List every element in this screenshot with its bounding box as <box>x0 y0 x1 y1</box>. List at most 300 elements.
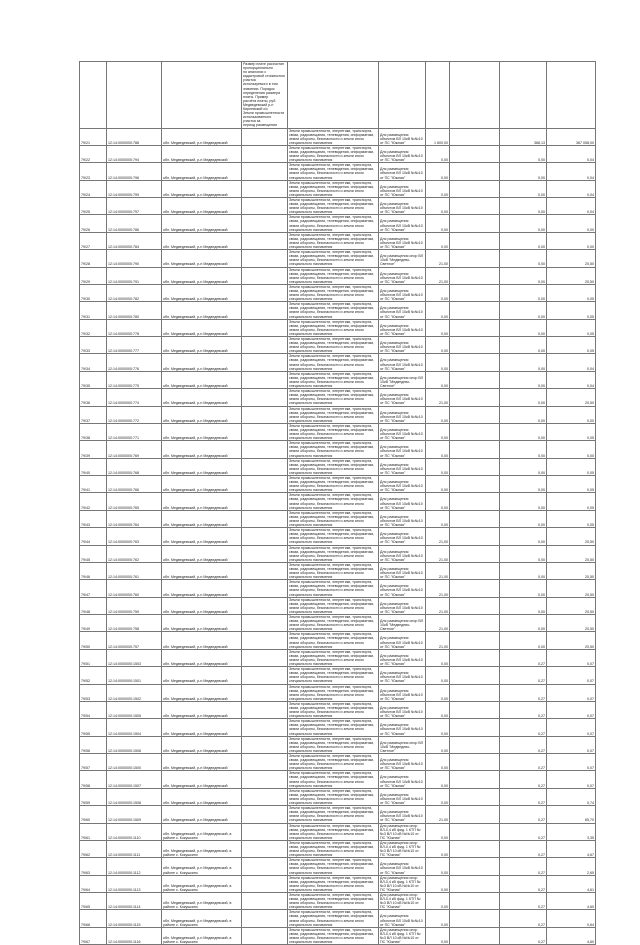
area-cell: 0,00 <box>426 701 450 718</box>
blank-cell <box>450 528 500 545</box>
cad-value-cell: 0,27 <box>500 771 547 788</box>
table-row <box>80 771 596 788</box>
category-cell: Земли промышленности, энергетики, транспорта, связи, радиовещания, телевидения, информатики, земли обороны, безопасности и земли иного специального назначения <box>288 771 379 788</box>
cad-value-cell: 0,00 <box>500 337 547 354</box>
rent-cell: 4,60 <box>547 893 596 910</box>
category-cell: Земли промышленности, энергетики, транспорта, связи, радиовещания, телевидения, информатики, земли обороны, безопасности и земли иного специального назначения <box>288 580 379 597</box>
cad-value-cell: 0,00 <box>500 163 547 180</box>
blank-cell <box>242 788 288 805</box>
cadastral-number: 12:14:0000000:766 <box>107 476 162 493</box>
table-row <box>80 615 596 632</box>
cad-value-cell: 0,27 <box>500 684 547 701</box>
table-row <box>80 701 596 718</box>
blank-cell <box>450 354 500 371</box>
blank-cell <box>450 893 500 910</box>
cadastral-number: 12:14:0000000:1506 <box>107 736 162 753</box>
category-cell: Земли промышленности, энергетики, транспорта, связи, радиовещания, телевидения, информатики, земли обороны, безопасности и земли иного специального назначения <box>288 284 379 301</box>
cadastral-number: 12:14:0000000:1502 <box>107 684 162 701</box>
row-number: 79/21 <box>80 128 107 145</box>
table-row <box>80 476 596 493</box>
cadastral-number: 12:14:0000000:1508 <box>107 788 162 805</box>
district-cell: обл. Медведевский, р-н Медведевский <box>162 562 242 579</box>
blank-cell <box>450 545 500 562</box>
cad-value-cell: 0,00 <box>500 180 547 197</box>
table-row <box>80 319 596 336</box>
row-number: 79/42 <box>80 493 107 510</box>
purpose-cell: Для размещения опор ВЛ 10кВ "Медведево-Светлое" <box>379 371 426 388</box>
cadastral-number: 12:14:0000000:762 <box>107 545 162 562</box>
rent-cell: 0,04 <box>547 145 596 162</box>
purpose-cell: Для размещения объектов ВЛ 10кВ №№10 от ПС "Южная" <box>379 701 426 718</box>
blank-cell <box>242 771 288 788</box>
area-cell: 0,00 <box>426 649 450 666</box>
rent-cell: 0,04 <box>547 354 596 371</box>
area-cell: 0,00 <box>426 927 450 944</box>
purpose-cell: Для размещения опор ВЛ-0,4 кВ фид. 1 КТП №№3 ВЛ 10 кВ №№10 от ПС "Южная" <box>379 875 426 892</box>
table-row <box>80 632 596 649</box>
district-cell: обл. Медведевский, р-н Медведевский <box>162 180 242 197</box>
rent-cell: 20,50 <box>547 580 596 597</box>
area-cell: 0,00 <box>426 858 450 875</box>
blank-cell <box>242 250 288 267</box>
cadastral-number: 12:14:0000000:797 <box>107 198 162 215</box>
cadastral-number: 12:14:0000000:769 <box>107 441 162 458</box>
area-cell: 0,00 <box>426 684 450 701</box>
area-cell: 21,00 <box>426 597 450 614</box>
blank-cell <box>242 545 288 562</box>
district-cell: обл. Медведевский, р-н Медведевский <box>162 701 242 718</box>
blank-cell <box>450 719 500 736</box>
district-cell: обл. Медведевский, р-н Медведевский <box>162 684 242 701</box>
table-row <box>80 145 596 162</box>
blank-cell <box>450 423 500 440</box>
purpose-cell: Для размещения опор ВЛ-0,4 кВ фид. 1 КТП №№3 ВЛ 10 кВ №№10 от ПС "Южная" <box>379 840 426 857</box>
cad-value-cell: 0,00 <box>500 562 547 579</box>
cad-value-cell: 0,00 <box>500 458 547 475</box>
rent-cell: 20,50 <box>547 528 596 545</box>
cadastral-number: 12:14:0000000:1503 <box>107 649 162 666</box>
rent-cell: 3,35 <box>547 823 596 840</box>
cad-value-cell: 368,13 <box>500 128 547 145</box>
cad-value-cell: 0,00 <box>500 493 547 510</box>
category-cell: Земли промышленности, энергетики, транспорта, связи, радиовещания, телевидения, информатики, земли обороны, безопасности и земли иного специального назначения <box>288 458 379 475</box>
rent-cell: 0,74 <box>547 788 596 805</box>
row-number: 79/62 <box>80 840 107 857</box>
blank-cell <box>450 441 500 458</box>
table-row <box>80 806 596 823</box>
district-cell: обл. Медведевский, р-н Медведевский, в районе с. Кокушкино <box>162 840 242 857</box>
district-cell: обл. Медведевский, р-н Медведевский <box>162 788 242 805</box>
blank-cell <box>450 667 500 684</box>
table-row <box>80 423 596 440</box>
table-row <box>80 927 596 944</box>
district-cell: обл. Медведевский, р-н Медведевский <box>162 667 242 684</box>
area-cell: 0,00 <box>426 180 450 197</box>
blank-cell <box>242 389 288 406</box>
cad-value-cell: 0,27 <box>500 910 547 927</box>
cad-value-cell: 0,00 <box>500 319 547 336</box>
category-cell: Земли промышленности, энергетики, транспорта, связи, радиовещания, телевидения, информатики, земли обороны, безопасности и земли иного специального назначения <box>288 406 379 423</box>
purpose-cell: Для размещения объектов ВЛ 10кВ №№10 от ПС "Южная" <box>379 493 426 510</box>
blank-cell <box>242 597 288 614</box>
cadastral-number: 12:14:0000000:1501 <box>107 667 162 684</box>
row-number: 79/57 <box>80 754 107 771</box>
blank-cell <box>450 232 500 249</box>
blank-cell <box>242 840 288 857</box>
row-number: 79/46 <box>80 562 107 579</box>
area-cell: 0,00 <box>426 145 450 162</box>
blank-cell <box>450 319 500 336</box>
row-number: 79/27 <box>80 232 107 249</box>
table-row <box>80 406 596 423</box>
purpose-cell: Для размещения объектов ВЛ 10кВ №№10 от ПС "Южная" <box>379 441 426 458</box>
area-cell: 0,00 <box>426 667 450 684</box>
cad-value-cell: 0,27 <box>500 823 547 840</box>
purpose-cell: Для размещения объектов ВЛ 10кВ №№10 от ПС "Южная" <box>379 423 426 440</box>
purpose-cell: Для размещения объектов ВЛ 10кВ №№10 от ПС "Южная" <box>379 267 426 284</box>
table-row <box>80 788 596 805</box>
cad-value-cell: 0,27 <box>500 719 547 736</box>
cad-value-cell: 0,27 <box>500 788 547 805</box>
table-row <box>80 562 596 579</box>
table-row <box>80 823 596 840</box>
purpose-cell: Для размещения объектов ВЛ 10кВ №№10 от ПС "Южная" <box>379 458 426 475</box>
blank-cell <box>242 754 288 771</box>
row-number: 79/63 <box>80 858 107 875</box>
category-cell: Земли промышленности, энергетики, транспорта, связи, радиовещания, телевидения, информатики, земли обороны, безопасности и земли иного специального назначения <box>288 562 379 579</box>
cad-value-cell: 0,00 <box>500 510 547 527</box>
district-cell: обл. Медведевский, р-н Медведевский, в районе с. Кокушкино <box>162 893 242 910</box>
header-row <box>80 62 596 129</box>
blank-cell <box>450 337 500 354</box>
blank-cell <box>242 736 288 753</box>
blank-cell <box>450 215 500 232</box>
category-cell: Земли промышленности, энергетики, транспорта, связи, радиовещания, телевидения, информатики, земли обороны, безопасности и земли иного специального назначения <box>288 371 379 388</box>
district-cell: обл. Медведевский, р-н Медведевский <box>162 250 242 267</box>
category-cell: Земли промышленности, энергетики, транспорта, связи, радиовещания, телевидения, информатики, земли обороны, безопасности и земли иного специального назначения <box>288 893 379 910</box>
row-number: 79/37 <box>80 406 107 423</box>
rent-cell: 0,05 <box>547 319 596 336</box>
blank-cell <box>242 284 288 301</box>
cad-value-cell: 0,27 <box>500 736 547 753</box>
blank-cell <box>242 719 288 736</box>
category-cell: Земли промышленности, энергетики, транспорта, связи, радиовещания, телевидения, информатики, земли обороны, безопасности и земли иного специального назначения <box>288 476 379 493</box>
category-cell: Земли промышленности, энергетики, транспорта, связи, радиовещания, телевидения, информатики, земли обороны, безопасности и земли иного специального назначения <box>288 667 379 684</box>
cadastral-number: 12:14:0000000:788 <box>107 128 162 145</box>
table-row <box>80 232 596 249</box>
district-cell: обл. Медведевский, р-н Медведевский <box>162 389 242 406</box>
blank-cell <box>242 649 288 666</box>
area-cell: 21,00 <box>426 632 450 649</box>
blank-cell <box>242 215 288 232</box>
rent-cell: 0,07 <box>547 667 596 684</box>
purpose-cell: Для размещения объектов ВЛ 10кВ №№10 от ПС "Южная" <box>379 215 426 232</box>
rent-cell: 0,00 <box>547 232 596 249</box>
category-cell: Земли промышленности, энергетики, транспорта, связи, радиовещания, телевидения, информатики, земли обороны, безопасности и земли иного специального назначения <box>288 510 379 527</box>
category-cell: Земли промышленности, энергетики, транспорта, связи, радиовещания, телевидения, информатики, земли обороны, безопасности и земли иного специального назначения <box>288 858 379 875</box>
district-cell: обл. Медведевский, р-н Медведевский <box>162 232 242 249</box>
table-row <box>80 580 596 597</box>
district-cell: обл. Медведевский, р-н Медведевский <box>162 649 242 666</box>
category-cell: Земли промышленности, энергетики, транспорта, связи, радиовещания, телевидения, информатики, земли обороны, безопасности и земли иного специального назначения <box>288 875 379 892</box>
blank-cell <box>242 145 288 162</box>
blank-cell <box>450 493 500 510</box>
row-number: 79/30 <box>80 284 107 301</box>
category-cell: Земли промышленности, энергетики, транспорта, связи, радиовещания, телевидения, информатики, земли обороны, безопасности и земли иного специального назначения <box>288 597 379 614</box>
table-row <box>80 458 596 475</box>
table-row <box>80 649 596 666</box>
rent-cell: 0,00 <box>547 406 596 423</box>
table-row <box>80 597 596 614</box>
cad-value-cell: 0,00 <box>500 371 547 388</box>
table-body <box>80 62 596 945</box>
blank-cell <box>450 910 500 927</box>
cadastral-number: 12:14:0000000:1505 <box>107 701 162 718</box>
row-number: 79/61 <box>80 823 107 840</box>
blank-cell <box>242 128 288 145</box>
row-number: 79/26 <box>80 215 107 232</box>
blank-cell <box>450 927 500 944</box>
cad-value-cell: 0,00 <box>500 406 547 423</box>
table-row <box>80 163 596 180</box>
cadastral-number: 12:14:0000000:768 <box>107 458 162 475</box>
blank-cell <box>450 823 500 840</box>
cadastral-number: 12:14:0000000:763 <box>107 528 162 545</box>
district-cell: обл. Медведевский, р-н Медведевский <box>162 806 242 823</box>
rent-cell: 0,05 <box>547 510 596 527</box>
district-cell: обл. Медведевский, р-н Медведевский <box>162 493 242 510</box>
district-cell: обл. Медведевский, р-н Медведевский <box>162 458 242 475</box>
blank-cell <box>242 180 288 197</box>
row-number: 79/35 <box>80 371 107 388</box>
category-cell: Земли промышленности, энергетики, транспорта, связи, радиовещания, телевидения, информатики, земли обороны, безопасности и земли иного специального назначения <box>288 198 379 215</box>
district-cell: обл. Медведевский, р-н Медведевский <box>162 215 242 232</box>
table-row <box>80 180 596 197</box>
cad-value-cell: 0,00 <box>500 389 547 406</box>
category-cell: Земли промышленности, энергетики, транспорта, связи, радиовещания, телевидения, информатики, земли обороны, безопасности и земли иного специального назначения <box>288 927 379 944</box>
blank-cell <box>450 180 500 197</box>
header-cell-blank <box>547 62 596 129</box>
table-row <box>80 284 596 301</box>
table-row <box>80 510 596 527</box>
category-cell: Земли промышленности, энергетики, транспорта, связи, радиовещания, телевидения, информатики, земли обороны, безопасности и земли иного специального назначения <box>288 788 379 805</box>
row-number: 79/52 <box>80 667 107 684</box>
table-row <box>80 371 596 388</box>
row-number: 79/49 <box>80 615 107 632</box>
header-note: Размер плате рассчитан пропорционально по аналогии с кадастровой стоимостью участка используемого в том значении. Порядок определения размера платы. Пример расчёта платы, руб. Медведевский р-н Киреевский с/с Земли промышленности использованного участка за период размещения <box>242 62 288 129</box>
rent-cell: 0,07 <box>547 719 596 736</box>
blank-cell <box>450 302 500 319</box>
purpose-cell: Для размещения объектов ВЛ 10кВ №№10 от ПС "Южная" <box>379 788 426 805</box>
cadastral-number: 12:14:0000000:794 <box>107 145 162 162</box>
row-number: 79/36 <box>80 389 107 406</box>
cad-value-cell: 0,00 <box>500 302 547 319</box>
category-cell: Земли промышленности, энергетики, транспорта, связи, радиовещания, телевидения, информатики, земли обороны, безопасности и земли иного специального назначения <box>288 754 379 771</box>
row-number: 79/39 <box>80 441 107 458</box>
table-row <box>80 215 596 232</box>
area-cell: 0,00 <box>426 736 450 753</box>
rent-cell: 4,61 <box>547 875 596 892</box>
district-cell: обл. Медведевский, р-н Медведевский <box>162 632 242 649</box>
rent-cell: 20,50 <box>547 545 596 562</box>
row-number: 79/29 <box>80 267 107 284</box>
cadastral-number: 12:14:0000000:1111 <box>107 840 162 857</box>
table-row <box>80 128 596 145</box>
purpose-cell: Для размещения объектов ВЛ 10кВ №№10 от ПС "Южная" <box>379 771 426 788</box>
cadastral-number: 12:14:0000000:776 <box>107 354 162 371</box>
blank-cell <box>242 198 288 215</box>
rent-cell: 0,05 <box>547 302 596 319</box>
area-cell: 0,00 <box>426 163 450 180</box>
purpose-cell: Для размещения опор ВЛ 10кВ "Медведево-Светлое" <box>379 736 426 753</box>
area-cell: 0,00 <box>426 719 450 736</box>
table-row <box>80 545 596 562</box>
blank-cell <box>242 267 288 284</box>
purpose-cell: Для размещения объектов ВЛ 10кВ №№10 от ПС "Южная" <box>379 597 426 614</box>
rent-cell: 20,50 <box>547 615 596 632</box>
cadastral-number: 12:14:0000000:1500 <box>107 754 162 771</box>
blank-cell <box>450 406 500 423</box>
district-cell: обл. Медведевский, р-н Медведевский, в районе с. Кокушкино <box>162 875 242 892</box>
category-cell: Земли промышленности, энергетики, транспорта, связи, радиовещания, телевидения, информатики, земли обороны, безопасности и земли иного специального назначения <box>288 806 379 823</box>
district-cell: обл. Медведевский, р-н Медведевский <box>162 198 242 215</box>
category-cell: Земли промышленности, энергетики, транспорта, связи, радиовещания, телевидения, информатики, земли обороны, безопасности и земли иного специального назначения <box>288 337 379 354</box>
cadastral-number: 12:14:0000000:761 <box>107 562 162 579</box>
blank-cell <box>450 858 500 875</box>
district-cell: обл. Медведевский, р-н Медведевский <box>162 302 242 319</box>
area-cell: 0,00 <box>426 840 450 857</box>
purpose-cell: Для размещения объектов ВЛ 10кВ №№10 от ПС "Южная" <box>379 719 426 736</box>
area-cell: 0,00 <box>426 232 450 249</box>
area-cell: 21,00 <box>426 580 450 597</box>
table-row <box>80 389 596 406</box>
district-cell: обл. Медведевский, р-н Медведевский, в районе с. Кокушкино <box>162 823 242 840</box>
cadastral-number: 12:14:0000000:1509 <box>107 806 162 823</box>
purpose-cell: Для размещения объектов ВЛ 10кВ №№10 от ПС "Южная" <box>379 319 426 336</box>
cadastral-number: 12:14:0000000:775 <box>107 371 162 388</box>
table-row <box>80 754 596 771</box>
row-number: 79/53 <box>80 684 107 701</box>
district-cell: обл. Медведевский, р-н Медведевский, в районе с. Кокушкино <box>162 910 242 927</box>
cadastral-number: 12:14:0000000:777 <box>107 337 162 354</box>
blank-cell <box>242 580 288 597</box>
cadastral-number: 12:14:0000000:764 <box>107 510 162 527</box>
cad-value-cell: 0,00 <box>500 284 547 301</box>
district-cell: обл. Медведевский, р-н Медведевский <box>162 528 242 545</box>
purpose-cell: Для размещения объектов ВЛ 10кВ №№10 от ПС "Южная" <box>379 302 426 319</box>
blank-cell <box>242 337 288 354</box>
rent-cell: 20,50 <box>547 250 596 267</box>
cadastral-number: 12:14:0000000:782 <box>107 284 162 301</box>
area-cell: 0,00 <box>426 319 450 336</box>
area-cell: 0,00 <box>426 215 450 232</box>
blank-cell <box>450 754 500 771</box>
district-cell: обл. Медведевский, р-н Медведевский <box>162 771 242 788</box>
row-number: 79/25 <box>80 198 107 215</box>
row-number: 79/38 <box>80 423 107 440</box>
area-cell: 0,00 <box>426 875 450 892</box>
table-row <box>80 302 596 319</box>
blank-cell <box>450 684 500 701</box>
cadastral-number: 12:14:0000000:778 <box>107 319 162 336</box>
table-row <box>80 493 596 510</box>
blank-cell <box>242 823 288 840</box>
rent-cell: 0,05 <box>547 458 596 475</box>
area-cell: 0,00 <box>426 337 450 354</box>
cadastral-number: 12:14:0000000:1115 <box>107 910 162 927</box>
purpose-cell: Для размещения объектов ВЛ 10кВ №№10 от ПС "Южная" <box>379 180 426 197</box>
area-cell: 21,00 <box>426 562 450 579</box>
area-cell: 0,00 <box>426 493 450 510</box>
area-cell: 0,00 <box>426 771 450 788</box>
purpose-cell: Для размещения объектов ВЛ 10кВ №№10 от ПС "Южная" <box>379 354 426 371</box>
table-row <box>80 667 596 684</box>
table-row <box>80 893 596 910</box>
district-cell: обл. Медведевский, р-н Медведевский, в районе с. Кокушкино <box>162 858 242 875</box>
rent-cell: 20,50 <box>547 389 596 406</box>
blank-cell <box>242 701 288 718</box>
area-cell: 0,00 <box>426 371 450 388</box>
cadastral-number: 12:14:0000000:1116 <box>107 927 162 944</box>
cad-value-cell: 0,00 <box>500 198 547 215</box>
cadastral-number: 12:14:0000000:758 <box>107 615 162 632</box>
row-number: 79/24 <box>80 180 107 197</box>
cadastral-number: 12:14:0000000:765 <box>107 493 162 510</box>
district-cell: обл. Медведевский, р-н Медведевский <box>162 736 242 753</box>
row-number: 79/31 <box>80 302 107 319</box>
category-cell: Земли промышленности, энергетики, транспорта, связи, радиовещания, телевидения, информатики, земли обороны, безопасности и земли иного специального назначения <box>288 615 379 632</box>
blank-cell <box>242 476 288 493</box>
blank-cell <box>450 771 500 788</box>
blank-cell <box>242 458 288 475</box>
table-row <box>80 736 596 753</box>
district-cell: обл. Медведевский, р-н Медведевский <box>162 719 242 736</box>
blank-cell <box>450 163 500 180</box>
category-cell: Земли промышленности, энергетики, транспорта, связи, радиовещания, телевидения, информатики, земли обороны, безопасности и земли иного специального назначения <box>288 128 379 145</box>
cadastral-number: 12:14:0000000:790 <box>107 250 162 267</box>
cad-value-cell: 0,00 <box>500 423 547 440</box>
cad-value-cell: 0,00 <box>500 441 547 458</box>
cadastral-number: 12:14:0000000:786 <box>107 215 162 232</box>
rent-cell: 0,05 <box>547 476 596 493</box>
category-cell: Земли промышленности, энергетики, транспорта, связи, радиовещания, телевидения, информатики, земли обороны, безопасности и земли иного специального назначения <box>288 215 379 232</box>
district-cell: обл. Медведевский, р-н Медведевский <box>162 580 242 597</box>
purpose-cell: Для размещения объектов ВЛ 10кВ №№10 от ПС "Южная" <box>379 163 426 180</box>
blank-cell <box>242 319 288 336</box>
area-cell: 0,00 <box>426 354 450 371</box>
header-cell-blank <box>450 62 500 129</box>
category-cell: Земли промышленности, энергетики, транспорта, связи, радиовещания, телевидения, информатики, земли обороны, безопасности и земли иного специального назначения <box>288 232 379 249</box>
category-cell: Земли промышленности, энергетики, транспорта, связи, радиовещания, телевидения, информатики, земли обороны, безопасности и земли иного специального назначения <box>288 684 379 701</box>
cad-value-cell: 0,27 <box>500 667 547 684</box>
area-cell: 21,00 <box>426 528 450 545</box>
row-number: 79/65 <box>80 893 107 910</box>
blank-cell <box>450 198 500 215</box>
rent-cell: 0,05 <box>547 423 596 440</box>
district-cell: обл. Медведевский, р-н Медведевский <box>162 441 242 458</box>
cadastral-number: 12:14:0000000:1114 <box>107 893 162 910</box>
category-cell: Земли промышленности, энергетики, транспорта, связи, радиовещания, телевидения, информатики, земли обороны, безопасности и земли иного специального назначения <box>288 250 379 267</box>
purpose-cell: Для размещения опор ВЛ 10кВ "Медведево-Светлое" <box>379 250 426 267</box>
row-number: 79/41 <box>80 476 107 493</box>
table-row <box>80 198 596 215</box>
rent-cell: 20,50 <box>547 267 596 284</box>
blank-cell <box>242 423 288 440</box>
rent-cell: 0,04 <box>547 180 596 197</box>
district-cell: обл. Медведевский, р-н Медведевский <box>162 423 242 440</box>
cad-value-cell: 0,00 <box>500 580 547 597</box>
table-row <box>80 858 596 875</box>
